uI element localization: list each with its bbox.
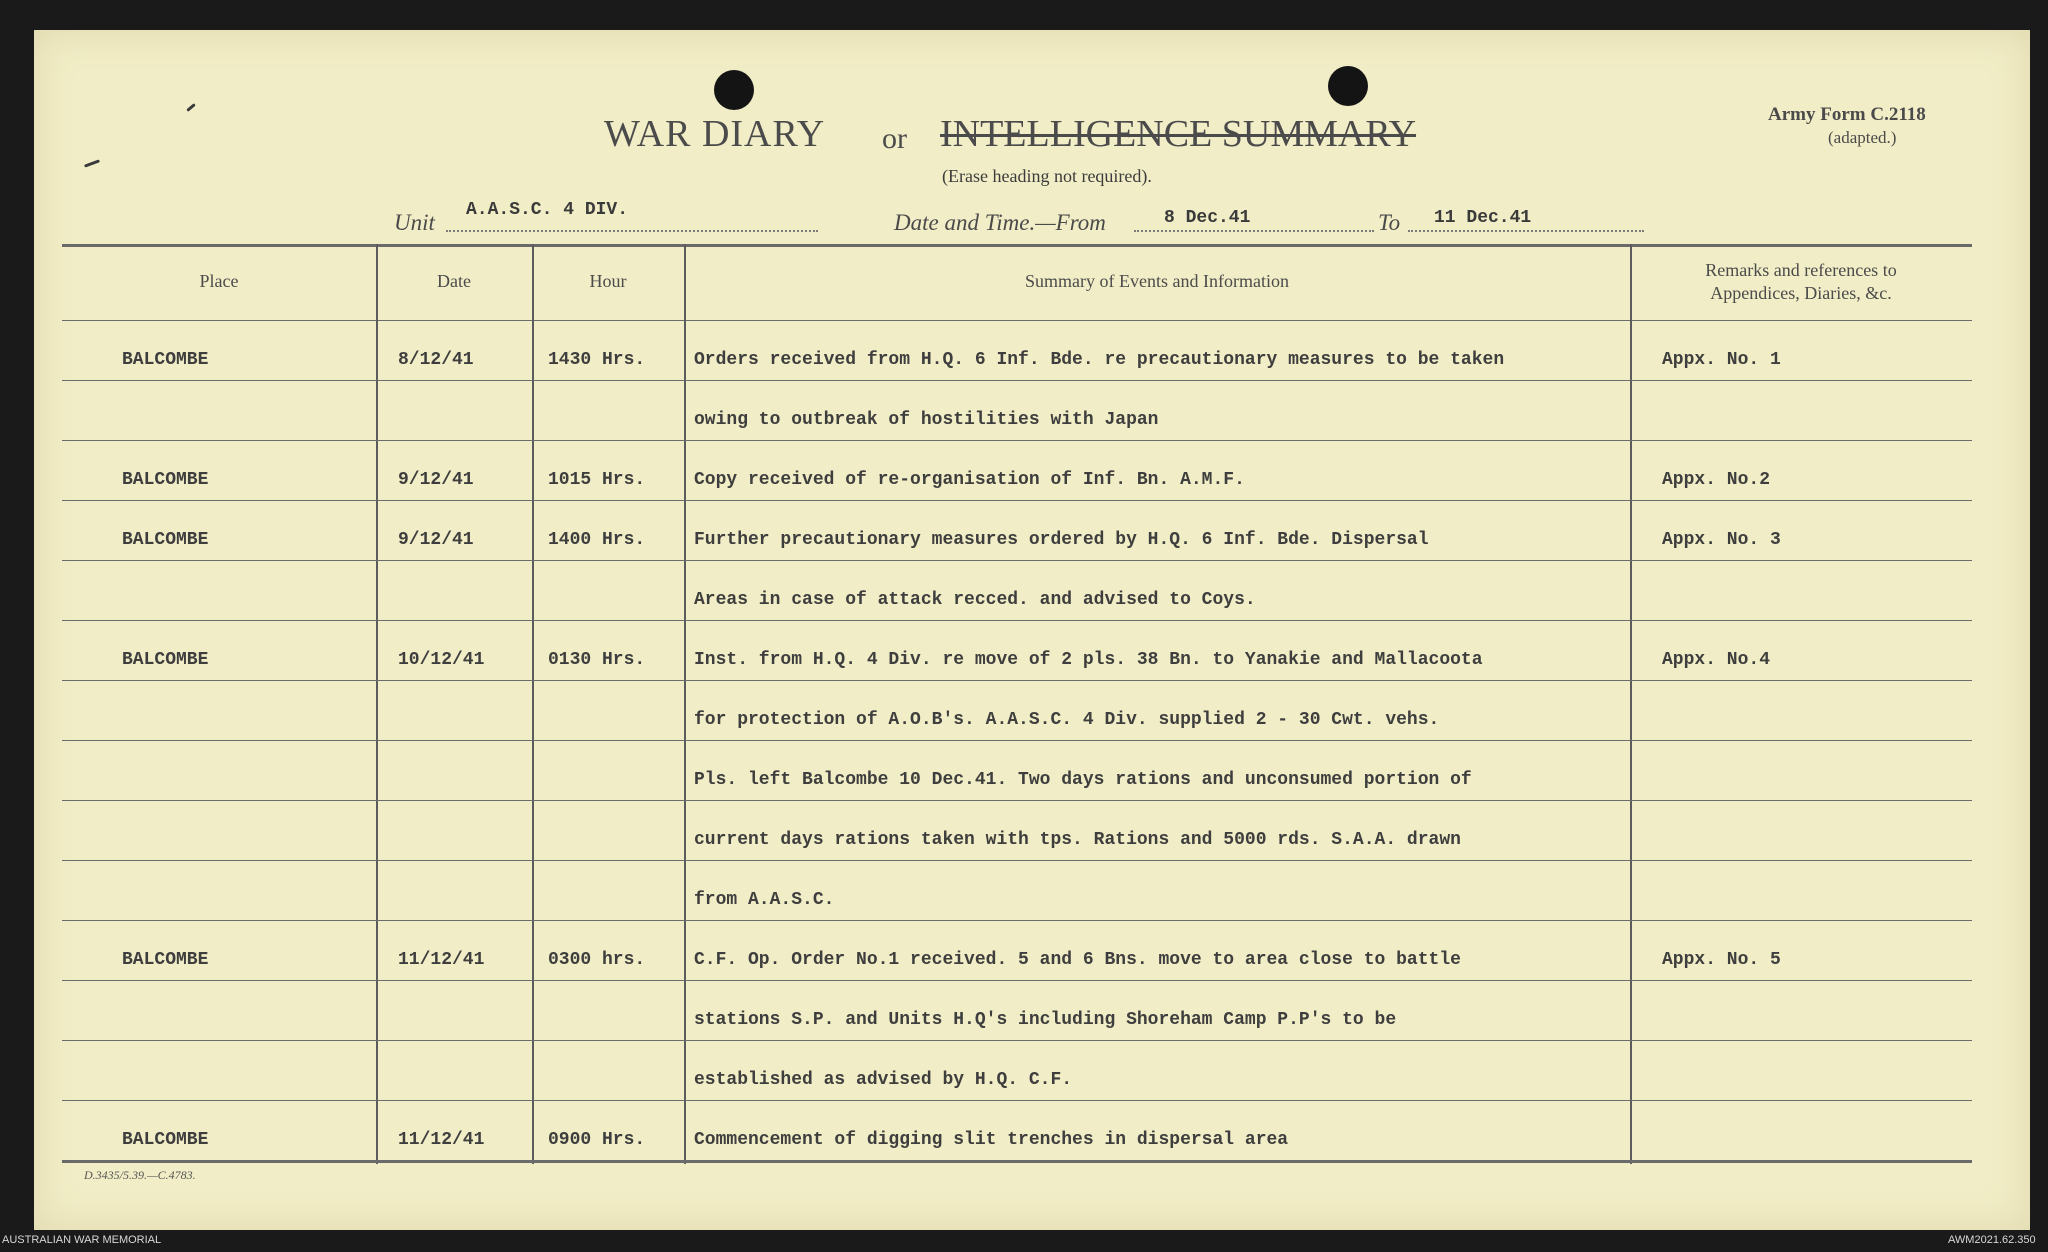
header-summary: Summary of Events and Information: [1025, 271, 1289, 292]
header-hour: Hour: [589, 271, 627, 292]
table-row: [62, 920, 1972, 980]
cell-remarks: Appx. No.2: [1662, 470, 1771, 490]
table-row: [62, 860, 1972, 920]
cell-summary: Commencement of digging slit trenches in dispersal area: [694, 1130, 1289, 1150]
to-label: To: [1378, 210, 1401, 235]
to-dotted-line: [1408, 230, 1644, 232]
cell-summary: Pls. left Balcombe 10 Dec.41. Two days rations and unconsumed portion of: [694, 770, 1472, 790]
cell-date: 11/12/41: [398, 950, 485, 970]
cell-summary: Areas in case of attack recced. and advised to Coys.: [694, 590, 1256, 610]
table-row: [62, 1040, 1972, 1100]
paper-mark: [186, 103, 196, 112]
table-row: [62, 740, 1972, 800]
punch-hole: [1328, 66, 1368, 106]
cell-date: 8/12/41: [398, 350, 474, 370]
paper-mark: [84, 159, 100, 167]
cell-date: 10/12/41: [398, 650, 485, 670]
cell-summary: for protection of A.O.B's. A.A.S.C. 4 Div. supplied 2 - 30 Cwt. vehs.: [694, 710, 1440, 730]
cell-place: BALCOMBE: [122, 470, 209, 490]
cell-place: BALCOMBE: [122, 650, 209, 670]
date-time-label: Date and Time.—From: [894, 210, 1106, 235]
cell-remarks: Appx. No. 3: [1662, 530, 1781, 550]
cell-hour: 1400 Hrs.: [548, 530, 646, 550]
table-row: [62, 500, 1972, 560]
cell-remarks: Appx. No.4: [1662, 650, 1771, 670]
cell-place: BALCOMBE: [122, 530, 209, 550]
army-form-number: Army Form C.2118: [1768, 104, 1926, 125]
table-bottom-rule: [62, 1160, 1972, 1163]
header-remarks: Remarks and references to Appendices, Diaries, &c.: [1705, 259, 1897, 303]
table-row: [62, 380, 1972, 440]
title-or: or: [882, 122, 907, 155]
unit-value: A.A.S.C. 4 DIV.: [466, 200, 629, 220]
punch-hole: [714, 70, 754, 110]
cell-summary: Copy received of re-organisation of Inf. Bn. A.M.F.: [694, 470, 1245, 490]
cell-hour: 1430 Hrs.: [548, 350, 646, 370]
table-row: [62, 680, 1972, 740]
war-diary-sheet: [34, 30, 2030, 1230]
table-row: [62, 620, 1972, 680]
archive-reference: AWM2021.62.350: [1948, 1234, 2036, 1246]
unit-dotted-line: [446, 230, 818, 232]
header-place: Place: [199, 271, 239, 292]
form-print-code: D.3435/5.39.—C.4783.: [84, 1168, 196, 1182]
cell-hour: 0300 hrs.: [548, 950, 646, 970]
cell-summary: from A.A.S.C.: [694, 890, 835, 910]
to-date-value: 11 Dec.41: [1434, 208, 1532, 228]
title-war-diary: WAR DIARY: [604, 113, 826, 155]
cell-summary: established as advised by H.Q. C.F.: [694, 1070, 1073, 1090]
cell-summary: owing to outbreak of hostilities with Japan: [694, 410, 1159, 430]
army-form-adapted: (adapted.): [1828, 128, 1897, 147]
cell-summary: current days rations taken with tps. Rations and 5000 rds. S.A.A. drawn: [694, 830, 1461, 850]
diary-table: [62, 244, 1972, 1164]
table-row: [62, 320, 1972, 380]
cell-date: 9/12/41: [398, 530, 474, 550]
cell-remarks: Appx. No. 1: [1662, 350, 1781, 370]
erase-heading-note: (Erase heading not required).: [942, 166, 1152, 186]
title-intelligence-summary-struck: INTELLIGENCE SUMMARY: [940, 113, 1417, 155]
cell-remarks: Appx. No. 5: [1662, 950, 1781, 970]
from-dotted-line: [1134, 230, 1374, 232]
cell-summary: Orders received from H.Q. 6 Inf. Bde. re precautionary measures to be taken: [694, 350, 1505, 370]
cell-date: 11/12/41: [398, 1130, 485, 1150]
cell-summary: stations S.P. and Units H.Q's including Shoreham Camp P.P's to be: [694, 1010, 1397, 1030]
cell-place: BALCOMBE: [122, 350, 209, 370]
unit-label: Unit: [394, 210, 435, 235]
header-date: Date: [437, 271, 471, 292]
table-row: [62, 980, 1972, 1040]
from-date-value: 8 Dec.41: [1164, 208, 1251, 228]
table-row: [62, 560, 1972, 620]
cell-summary: Further precautionary measures ordered by H.Q. 6 Inf. Bde. Dispersal: [694, 530, 1429, 550]
cell-place: BALCOMBE: [122, 950, 209, 970]
cell-place: BALCOMBE: [122, 1130, 209, 1150]
cell-hour: 0900 Hrs.: [548, 1130, 646, 1150]
cell-date: 9/12/41: [398, 470, 474, 490]
table-row: [62, 800, 1972, 860]
cell-hour: 0130 Hrs.: [548, 650, 646, 670]
cell-hour: 1015 Hrs.: [548, 470, 646, 490]
cell-summary: C.F. Op. Order No.1 received. 5 and 6 Bns. move to area close to battle: [694, 950, 1461, 970]
cell-summary: Inst. from H.Q. 4 Div. re move of 2 pls. 38 Bn. to Yanakie and Mallacoota: [694, 650, 1483, 670]
table-row: [62, 1100, 1972, 1160]
archive-credit: AUSTRALIAN WAR MEMORIAL: [2, 1234, 162, 1246]
table-row: [62, 440, 1972, 500]
